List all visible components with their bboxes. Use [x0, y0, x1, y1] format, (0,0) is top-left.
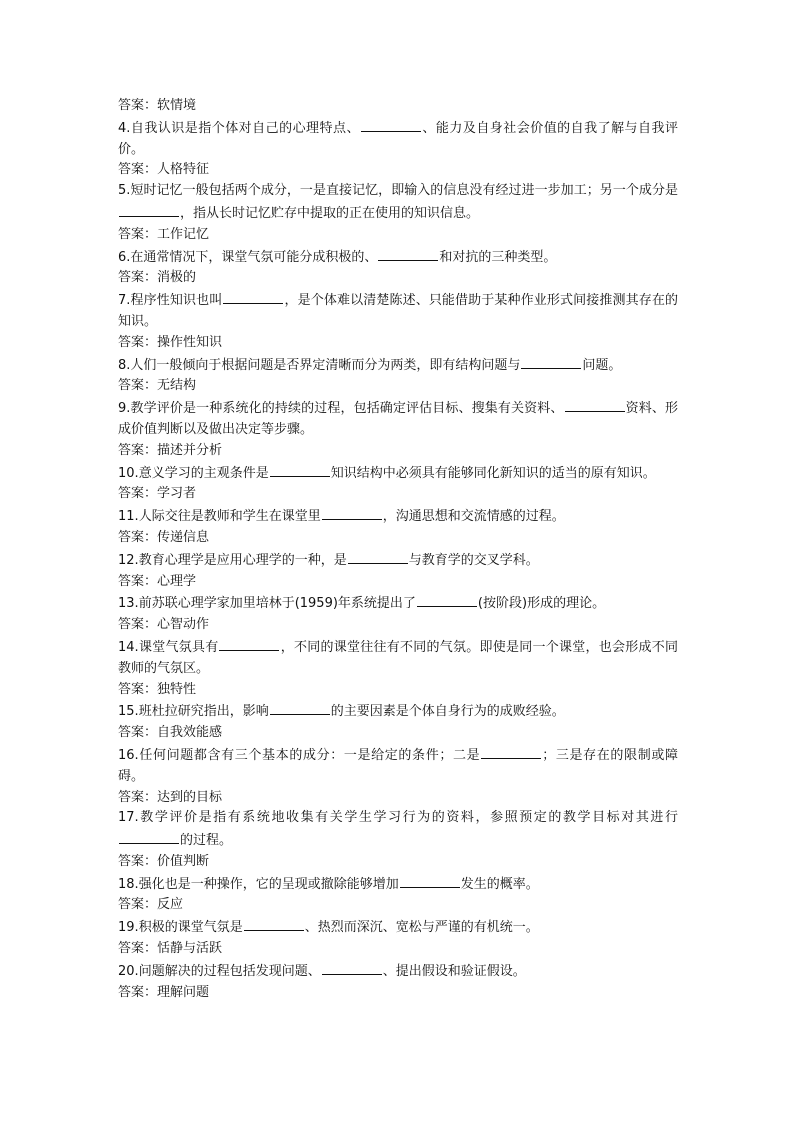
question-number: 8.	[118, 357, 131, 373]
answer-line	[118, 723, 678, 744]
answer-text: 自我效能感	[157, 725, 223, 741]
question-text-after: 与教育学的交叉学科。	[408, 552, 539, 568]
answer-line	[118, 939, 678, 960]
question-number: 13.	[118, 596, 139, 612]
question-list	[118, 117, 678, 1004]
question-text-before: 积极的课堂气氛是	[138, 920, 243, 936]
answer-prefix: 答案：	[118, 162, 158, 178]
answer-prefix: 答案：	[118, 853, 158, 869]
answer-line	[118, 572, 678, 593]
question-text-after: 的过程。	[180, 833, 233, 849]
answer-prefix: 答案：	[118, 442, 158, 458]
answer-text: 传递信息	[157, 529, 210, 545]
question-item	[118, 354, 678, 377]
question-text-after: 、能力及自身社会价值的自我了解与自我评价。	[118, 120, 678, 157]
question-item	[118, 462, 678, 485]
question-text-before: 班杜拉研究指出，影响	[138, 704, 269, 720]
answer-text: 独特性	[157, 681, 197, 697]
question-text-after: ，指从长时记忆贮存中提取的正在使用的知识信息。	[180, 205, 480, 221]
question-item	[118, 592, 678, 615]
question-text-before: 短时记忆一般包括两个成分，一是直接记忆，即输入的信息没有经过进一步加工；另一个成分是	[130, 183, 678, 199]
answer-text: 学习者	[157, 486, 197, 502]
answer-text: 软情境	[157, 98, 197, 113]
question-text-before: 人们一般倾向于根据问题是否界定清晰而分为两类，即有结构问题与	[130, 357, 521, 373]
answer-line	[118, 680, 678, 701]
fill-in-blank	[322, 505, 382, 520]
question-number: 19.	[118, 920, 139, 936]
answer-prefix: 答案：	[118, 270, 158, 286]
question-text-before: 强化也是一种操作，它的呈现或撤除能够增加	[138, 876, 399, 892]
question-item	[118, 549, 678, 572]
question-item	[118, 181, 678, 225]
fill-in-blank	[223, 289, 283, 304]
question-number: 11.	[118, 509, 139, 525]
question-number: 7.	[118, 293, 131, 309]
question-item	[118, 700, 678, 723]
answer-prefix: 答案：	[118, 226, 158, 242]
question-text-before: 教学评价是一种系统化的持续的过程，包括确定评估目标、搜集有关资料、	[130, 401, 564, 417]
question-item	[118, 744, 678, 788]
answer-prefix: 答案：	[118, 725, 158, 741]
question-item	[118, 397, 678, 441]
question-text-after: 知识结构中必须具有能够同化新知识的适当的原有知识。	[330, 465, 656, 481]
question-item	[118, 505, 678, 528]
question-number: 10.	[118, 465, 139, 481]
question-item	[118, 960, 678, 983]
fill-in-blank	[417, 592, 477, 607]
answer-prefix: 答案：	[118, 573, 158, 589]
answer-line	[118, 852, 678, 873]
answer-text: 理解问题	[157, 984, 210, 1000]
answer-line	[118, 484, 678, 505]
answer-prefix: 答案：	[118, 681, 158, 697]
answer-text: 心智动作	[157, 617, 210, 633]
question-number: 4.	[118, 120, 131, 136]
question-text-before: 程序性知识也叫	[130, 293, 223, 309]
answer-text: 恬静与活跃	[157, 941, 223, 957]
question-item	[118, 117, 678, 161]
answer-line	[118, 895, 678, 916]
question-number: 18.	[118, 876, 139, 892]
answer-line	[118, 333, 678, 354]
answer-prefix: 答案：	[118, 486, 158, 502]
answer-text: 操作性知识	[157, 334, 223, 350]
answer-line	[118, 528, 678, 549]
question-item	[118, 289, 678, 333]
question-text-after: ，沟通思想和交流情感的过程。	[382, 509, 565, 525]
question-number: 20.	[118, 963, 139, 979]
answer-text: 价值判断	[157, 853, 210, 869]
question-number: 9.	[118, 401, 131, 417]
question-text-before: 前苏联心理学家加里培林于(1959)年系统提出了	[138, 596, 416, 612]
fill-in-blank	[400, 873, 460, 888]
question-text-before: 自我认识是指个体对自己的心理特点、	[130, 120, 360, 136]
answer-prefix: 答案：	[118, 378, 158, 394]
answer-text: 描述并分析	[157, 442, 223, 458]
fill-in-blank	[244, 916, 304, 931]
question-item	[118, 808, 678, 852]
answer-prefix: 答案：	[118, 98, 158, 113]
question-text-after: 的主要因素是个体自身行为的成败经验。	[330, 704, 565, 720]
question-text-before: 任何问题都含有三个基本的成分：一是给定的条件；二是	[138, 747, 481, 763]
answer-text: 反应	[157, 897, 184, 913]
answer-text: 人格特征	[157, 162, 210, 178]
question-text-after: (按阶段)形成的理论。	[477, 596, 606, 612]
fill-in-blank	[119, 202, 179, 217]
question-text-after: 和对抗的三种类型。	[439, 249, 557, 265]
question-text-before: 意义学习的主观条件是	[138, 465, 269, 481]
question-text-before: 问题解决的过程包括发现问题、	[138, 963, 321, 979]
question-item	[118, 636, 678, 680]
answer-prefix: 答案：	[118, 617, 158, 633]
answer-line	[118, 615, 678, 636]
question-text-before: 教学评价是指有系统地收集有关学生学习行为的资料，参照预定的教学目标对其进行	[138, 810, 678, 826]
fill-in-blank	[521, 354, 581, 369]
question-number: 14.	[118, 639, 139, 655]
fill-in-blank	[270, 700, 330, 715]
answer-line	[118, 268, 678, 289]
answer-line	[118, 225, 678, 246]
answer-line	[118, 160, 678, 181]
question-text-after: 、热烈而深沉、宽松与严谨的有机统一。	[304, 920, 539, 936]
answer-line	[118, 441, 678, 462]
question-text-after: 资料、形成价值判断以及做出决定等步骤。	[118, 401, 678, 437]
answer-text: 心理学	[157, 573, 197, 589]
answer-text: 达到的目标	[157, 789, 223, 805]
answer-line	[118, 788, 678, 809]
answer-prefix: 答案：	[118, 789, 158, 805]
question-text-before: 课堂气氛具有	[138, 639, 219, 655]
question-text-after: ，是个体难以清楚陈述、只能借助于某种作业形式间接推测其存在的知识。	[118, 293, 678, 329]
question-text-after: ，不同的课堂往往有不同的气氛。即使是同一个课堂，也会形成不同教师的气氛区。	[118, 639, 678, 676]
question-number: 15.	[118, 704, 139, 720]
answer-line	[118, 376, 678, 397]
question-text-before: 在通常情况下，课堂气氛可能分成积极的、	[130, 249, 378, 265]
fill-in-blank	[119, 829, 179, 844]
fill-in-blank	[270, 462, 330, 477]
answer-prefix: 答案：	[118, 941, 158, 957]
question-item	[118, 916, 678, 939]
question-number: 6.	[118, 249, 131, 265]
question-number: 17.	[118, 810, 139, 826]
fill-in-blank	[481, 744, 541, 759]
question-item	[118, 246, 678, 269]
answer-line	[118, 983, 678, 1004]
answer-prefix: 答案：	[118, 897, 158, 913]
answer-prefix: 答案：	[118, 334, 158, 350]
question-text-before: 教育心理学是应用心理学的一种，是	[138, 552, 347, 568]
answer-prefix: 答案：	[118, 984, 158, 1000]
fill-in-blank	[565, 397, 625, 412]
fill-in-blank	[361, 117, 421, 132]
question-item	[118, 873, 678, 896]
fill-in-blank	[322, 960, 382, 975]
question-text-before: 人际交往是教师和学生在课堂里	[138, 509, 321, 525]
answer-line-3	[118, 96, 678, 117]
answer-text: 无结构	[157, 378, 197, 394]
answer-text: 工作记忆	[157, 226, 210, 242]
answer-prefix: 答案：	[118, 529, 158, 545]
question-text-after: ；三是存在的限制或障碍。	[118, 747, 678, 784]
question-text-after: 问题。	[582, 357, 622, 373]
fill-in-blank	[348, 549, 408, 564]
question-number: 16.	[118, 747, 139, 763]
question-number: 12.	[118, 552, 139, 568]
answer-text: 消极的	[157, 270, 197, 286]
question-number: 5.	[118, 183, 131, 199]
question-text-after: 、提出假设和验证假设。	[382, 963, 526, 979]
fill-in-blank	[378, 246, 438, 261]
fill-in-blank	[219, 636, 279, 651]
question-text-after: 发生的概率。	[460, 876, 539, 892]
document-page	[118, 96, 678, 1003]
